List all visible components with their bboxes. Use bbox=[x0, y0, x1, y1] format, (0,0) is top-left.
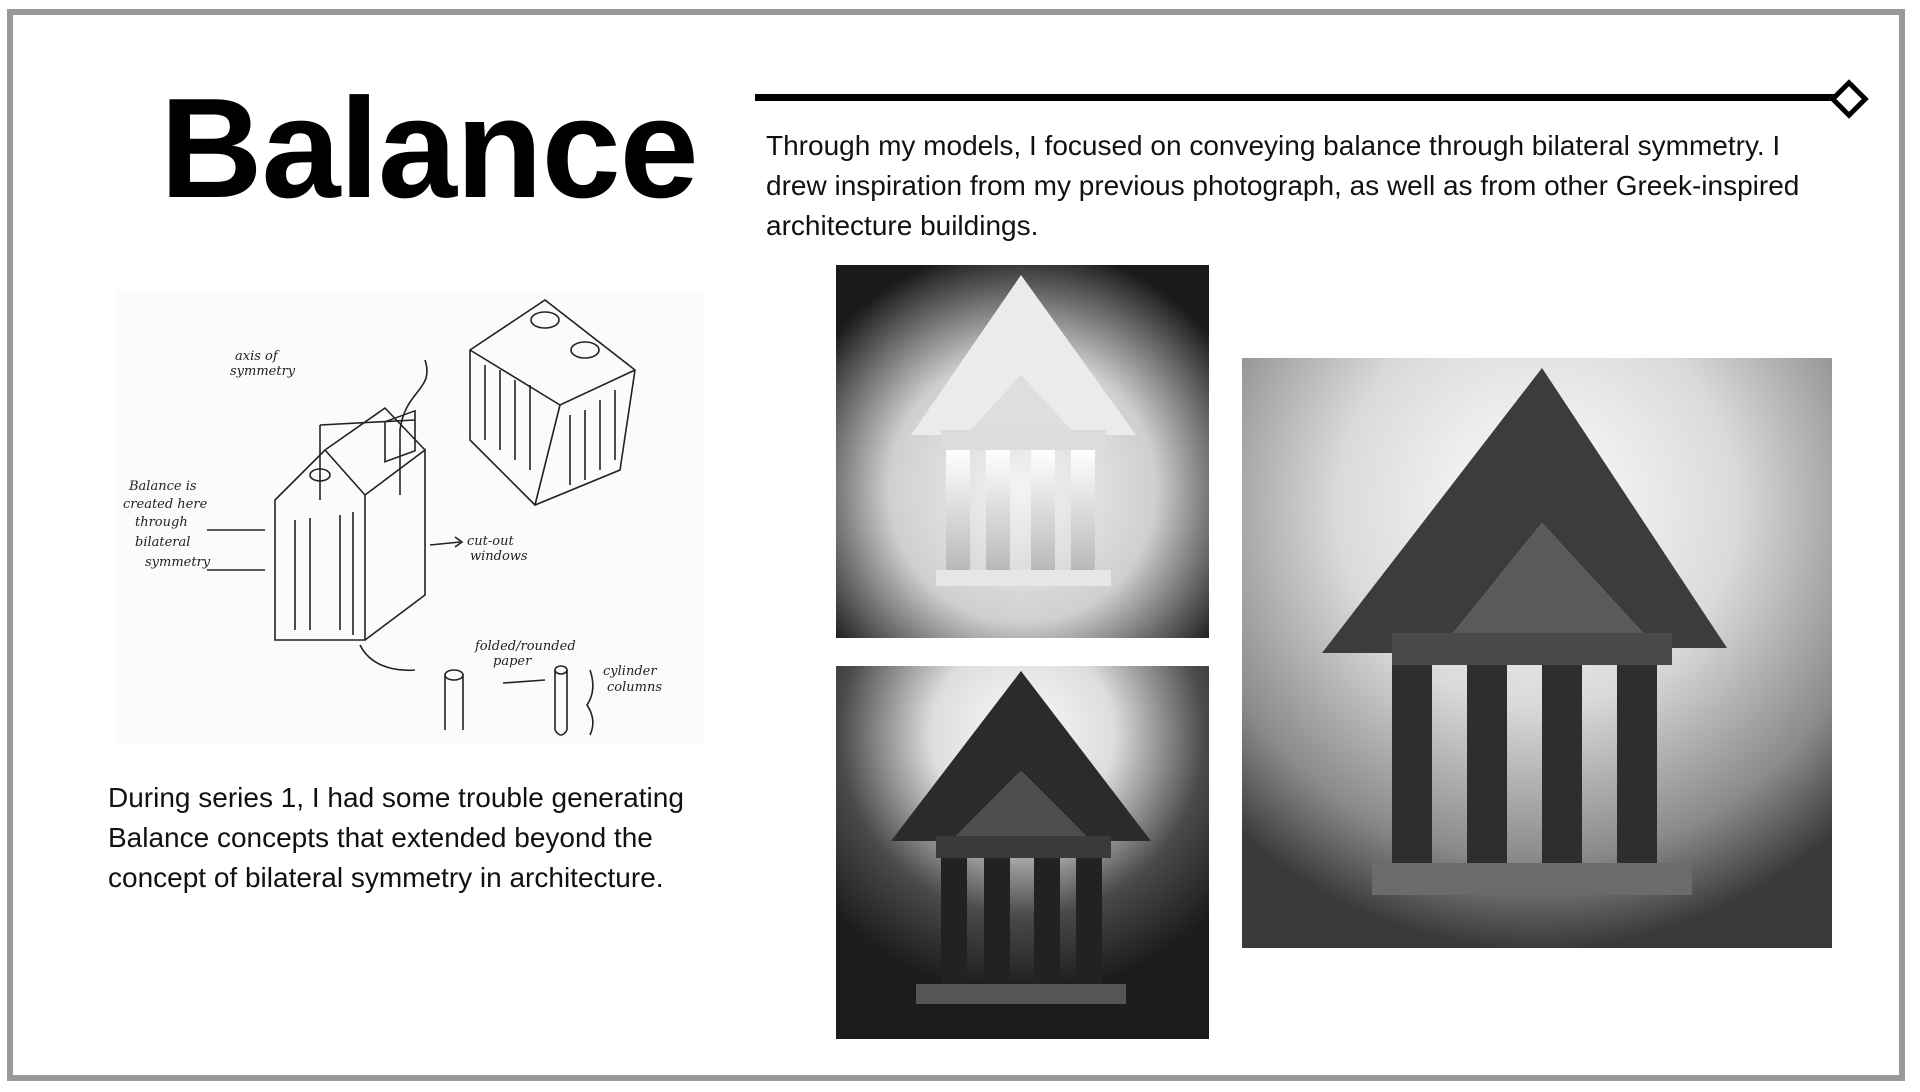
sketch-note: folded/rounded bbox=[475, 639, 576, 654]
caption-paragraph: During series 1, I had some trouble generating Balance concepts that extended beyond the concept of bilateral symmetry in architecture. bbox=[108, 782, 684, 893]
intro-paragraph: Through my models, I focused on conveying balance through bilateral symmetry. I drew inspiration from my previous photograph, as well as from other Greek-inspired architecture buildings. bbox=[766, 130, 1800, 241]
concept-sketch bbox=[115, 290, 705, 745]
sketch-note: cut-out bbox=[467, 534, 514, 549]
sketch-note: symmetry bbox=[145, 555, 211, 570]
sketch-note: windows bbox=[470, 549, 528, 564]
model-photo-dark-large bbox=[1242, 358, 1832, 948]
svg-text:cylindercolumns bbox=[603, 664, 662, 695]
sketch-note: symmetry bbox=[230, 364, 296, 379]
sketch-note: created here bbox=[123, 497, 208, 512]
model-photo-light bbox=[836, 265, 1209, 638]
title-rule bbox=[755, 94, 1845, 101]
slide-title: Balance bbox=[160, 69, 698, 228]
sketch-note: columns bbox=[607, 680, 663, 695]
sketch-note: paper bbox=[493, 654, 532, 669]
sketch-note: axis of bbox=[235, 349, 278, 364]
sketch-note: through bbox=[135, 515, 188, 530]
sketch-note: bilateral bbox=[135, 535, 191, 550]
sketch-note: Balance is bbox=[129, 479, 197, 494]
model-photo-dark-small bbox=[836, 666, 1209, 1039]
sketch-note: cylinder bbox=[603, 664, 657, 679]
